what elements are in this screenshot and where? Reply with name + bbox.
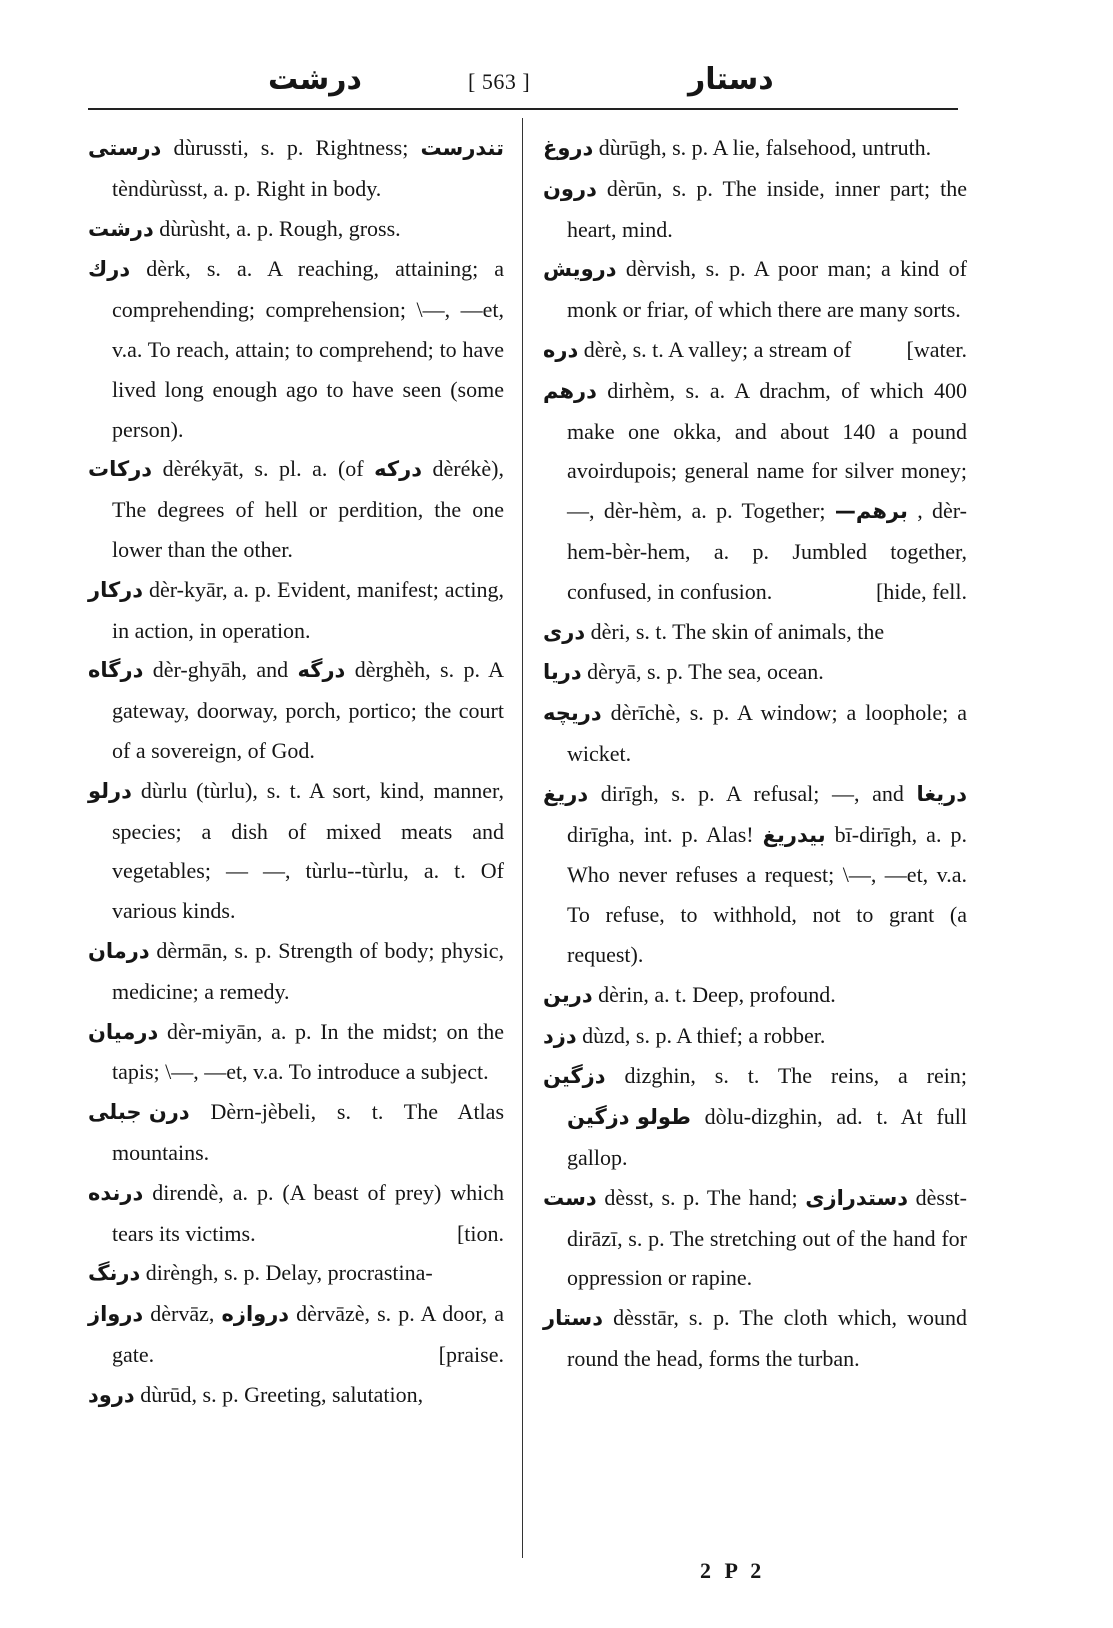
arabic-headword: درويش xyxy=(543,257,617,282)
arabic-headword: درمان xyxy=(88,938,150,963)
entry-definition: dirhèm, s. a. A drachm, of which 400 make one okka, and about 140 a pound avoirdupois; general name for silver money; —, dèr-hèm, a. p. Together; xyxy=(567,377,967,524)
arabic-headword: تندرست xyxy=(420,136,504,160)
arabic-headword: درود xyxy=(88,1382,135,1407)
entry-definition: dèrvāzè, s. p. A door, a gate. xyxy=(112,1301,505,1367)
dictionary-entry xyxy=(88,1253,504,1294)
arabic-headword: دريغ xyxy=(543,781,589,806)
entry-definition: dirèngh, s. p. Delay, procrastina- xyxy=(145,1260,433,1286)
arabic-headword: برهم— xyxy=(834,499,908,524)
arabic-headword: دست xyxy=(543,1185,597,1210)
entry-definition: dèsst-dirāzī, s. p. The stretching out of the hand for oppression or rapine. xyxy=(567,1184,967,1291)
arabic-headword: بيدريغ xyxy=(762,822,826,847)
arabic-headword: درلو xyxy=(88,778,132,803)
entry-definition: dirīgha, int. p. Alas! xyxy=(567,821,763,847)
entry-definition: dèrmān, s. p. Strength of body; physic, medicine; a remedy. xyxy=(112,937,504,1004)
dictionary-entry xyxy=(88,771,504,931)
entry-definition: dùrūd, s. p. Greeting, salutation, xyxy=(140,1381,424,1407)
entry-definition: dèr-ghyāh, and xyxy=(152,657,298,683)
carryover-fragment: [hide, fell. xyxy=(875,578,967,604)
entry-definition: dèsstār, s. p. The cloth which, wound round the head, forms the turban. xyxy=(567,1305,968,1371)
dictionary-entry xyxy=(543,330,967,371)
dictionary-entry xyxy=(88,1375,504,1416)
signature-mark: 2 P 2 xyxy=(700,1558,766,1583)
arabic-headword: دريچه xyxy=(543,701,602,726)
header-rule xyxy=(88,108,958,110)
entry-definition: dòlu-dizghin, ad. t. At full gallop. xyxy=(567,1104,967,1170)
entry-definition: dèrékyāt, s. pl. a. (of xyxy=(162,456,375,482)
dictionary-entry xyxy=(543,1298,967,1379)
entry-definition: dèrè, s. t. A valley; a stream of xyxy=(583,336,852,362)
entry-definition: , dèr-hem-bèr-hem, a. p. Jumbled together, confused, in confusion. xyxy=(567,498,968,604)
entry-definition: bī-dirīgh, a. p. Who never refuses a request; \—, —et, v.a. To refuse, to withhold, not to grant (a request). xyxy=(567,821,967,967)
entry-definition: dèsst, s. p. The hand; xyxy=(604,1184,806,1210)
entry-definition: tèndùrùsst, a. p. Right in body. xyxy=(112,175,382,201)
arabic-headword: درستی xyxy=(88,136,162,160)
arabic-headword: دركه xyxy=(374,457,422,482)
arabic-headword: دريغا xyxy=(916,781,967,806)
dictionary-entry xyxy=(543,128,967,169)
dictionary-entry xyxy=(88,128,504,209)
running-headword-right: دستار xyxy=(688,62,774,97)
dictionary-entry xyxy=(543,169,967,250)
entry-definition: dùrūgh, s. p. A lie, falsehood, untruth. xyxy=(598,135,932,160)
entry-definition: dùzd, s. p. A thief; a robber. xyxy=(582,1022,826,1048)
arabic-headword: دروغ xyxy=(543,136,594,160)
dictionary-entry xyxy=(88,1092,504,1173)
dictionary-entry xyxy=(88,249,504,449)
column-divider xyxy=(522,118,523,1558)
dictionary-entry xyxy=(88,1012,504,1093)
running-headword-left: درشت xyxy=(268,62,362,97)
arabic-headword: درين xyxy=(543,982,593,1007)
entry-definition: dùrlu (tùrlu), s. t. A sort, kind, manner, species; a dish of mixed meats and vegetables; — —, tùrlu--tùrlu, a. t. Of various kinds. xyxy=(112,777,504,924)
dictionary-entry xyxy=(543,1016,967,1057)
arabic-headword: دركات xyxy=(88,457,153,482)
right-column xyxy=(543,128,967,1379)
dictionary-entry xyxy=(88,570,504,651)
carryover-fragment: [praise. xyxy=(438,1341,504,1367)
dictionary-entry xyxy=(543,774,967,975)
entry-definition: dèrvish, s. p. A poor man; a kind of monk or friar, of which there are many sorts. xyxy=(567,256,968,323)
dictionary-entry xyxy=(88,1294,504,1375)
entry-definition: direndè, a. p. (A beast of prey) which tears its victims. xyxy=(112,1179,505,1246)
dictionary-entry xyxy=(543,652,967,693)
arabic-headword: درميان xyxy=(88,1019,159,1044)
dictionary-entry xyxy=(88,931,504,1012)
entry-definition: dèrk, s. a. A reaching, attaining; a comprehending; comprehension; \—, —et, v.a. To reach, attain; to comprehend; to have lived long enough ago to have seen (some person). xyxy=(112,256,505,442)
arabic-headword: دره xyxy=(543,337,579,362)
arabic-headword: درهم xyxy=(543,378,597,403)
arabic-headword: درنده xyxy=(88,1180,144,1205)
dictionary-entry xyxy=(543,371,967,612)
arabic-headword: دستدرازی xyxy=(805,1185,909,1210)
dictionary-entry xyxy=(543,1056,967,1177)
arabic-headword: دزد xyxy=(543,1023,577,1048)
page-number: [ 563 ] xyxy=(468,69,531,94)
arabic-headword: دستار xyxy=(543,1306,603,1331)
arabic-headword: درنگ xyxy=(88,1261,141,1286)
carryover-fragment: [water. xyxy=(906,336,967,362)
carryover-fragment: [tion. xyxy=(456,1220,504,1246)
dictionary-entry xyxy=(88,650,504,770)
dictionary-entry xyxy=(543,1178,967,1298)
entry-definition: dèr-kyār, a. p. Evident, manifest; acting, in action, in operation. xyxy=(112,576,504,643)
dictionary-entry xyxy=(88,1173,504,1254)
entry-definition: dèri, s. t. The skin of animals, the xyxy=(590,618,885,644)
arabic-headword: دری xyxy=(543,619,586,644)
running-head xyxy=(88,60,958,104)
arabic-headword: دزگين xyxy=(543,1064,606,1089)
arabic-headword: درك xyxy=(88,257,131,282)
entry-definition: dèr-miyān, a. p. In the midst; on the tapis; \—, —et, v.a. To introduce a subject. xyxy=(112,1018,505,1085)
left-column xyxy=(88,128,504,1416)
arabic-headword: درواز xyxy=(88,1302,144,1327)
entry-definition: dirīgh, s. p. A refusal; —, and xyxy=(600,780,917,806)
arabic-headword: درگاه xyxy=(88,658,144,683)
arabic-headword: درن جبلی xyxy=(88,1100,190,1125)
arabic-headword: درشت xyxy=(88,216,154,241)
entry-definition: Dèrn-jèbeli, s. t. The Atlas mountains. xyxy=(112,1099,504,1165)
arabic-headword: طولو دزگين xyxy=(567,1105,691,1130)
entry-definition: dèryā, s. p. The sea, ocean. xyxy=(587,659,824,685)
dictionary-entry xyxy=(543,612,967,653)
dictionary-entry xyxy=(88,209,504,250)
entry-definition: dùrussti, s. p. Rightness; xyxy=(173,135,421,160)
entry-definition: dèrghèh, s. p. A gateway, doorway, porch, portico; the court of a sovereign, of God. xyxy=(112,657,505,763)
entry-definition: dùrùsht, a. p. Rough, gross. xyxy=(159,215,401,241)
dictionary-entry xyxy=(543,975,967,1016)
dictionary-entry xyxy=(543,693,967,774)
arabic-headword: درگه xyxy=(297,658,346,683)
entry-definition: dèrin, a. t. Deep, profound. xyxy=(598,981,836,1007)
entry-definition: dizghin, s. t. The reins, a rein; xyxy=(624,1063,967,1089)
entry-definition: dèrékè), The degrees of hell or perdition, the one lower than the other. xyxy=(112,456,504,562)
entry-definition: dèrvāz, xyxy=(150,1301,222,1327)
entry-definition: dèrīchè, s. p. A window; a loophole; a wicket. xyxy=(567,700,967,766)
arabic-headword: دريا xyxy=(543,660,582,685)
arabic-headword: دركار xyxy=(88,577,144,602)
dictionary-entry xyxy=(88,449,504,569)
entry-definition: dèrūn, s. p. The inside, inner part; the heart, mind. xyxy=(567,175,967,242)
arabic-headword: دروازه xyxy=(221,1302,290,1327)
arabic-headword: درون xyxy=(543,176,597,201)
